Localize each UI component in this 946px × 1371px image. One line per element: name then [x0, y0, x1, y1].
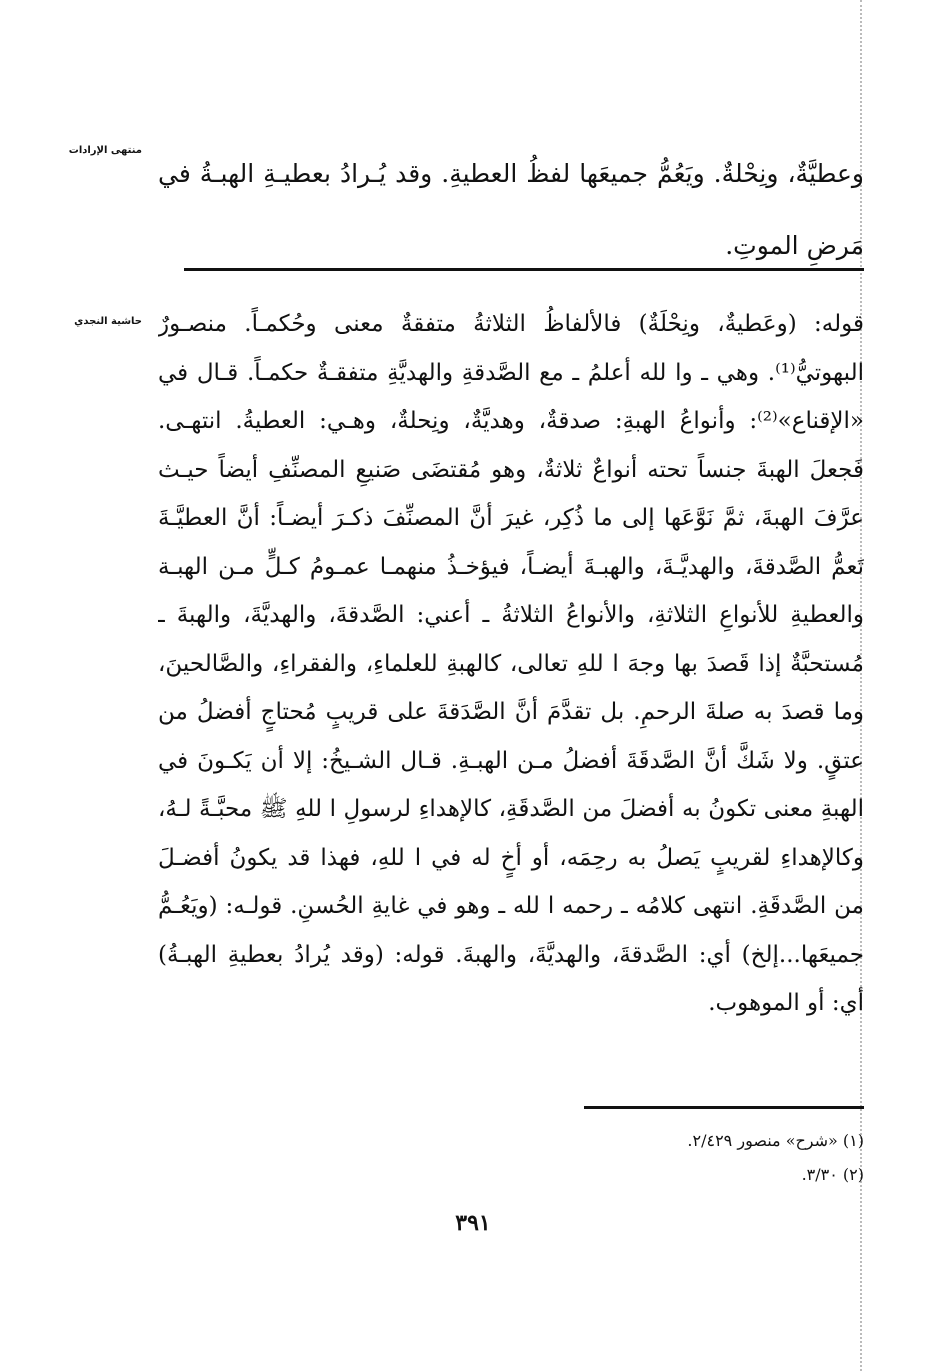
hashiya-line: فَجعلَ الهبةَ جنساً تحته أنواعٌ ثلاثةٌ، وهو مُقتضَى صَنيعِ المصنِّفِ أيضاً حيـث — [158, 456, 864, 483]
hashiya-line: تَعمُّ الصَّدقةَ، والهديَّـةَ، والهبـةَ أيضـاً، فيؤخـذُ منهمـا عمـومُ كـلٍّ مـن الهبـة — [158, 553, 864, 580]
hashiya-line: البهوتيُّ⁽¹⁾. وهي ـ وا لله أعلمُ ـ مع الصَّدقةِ والهديَّةِ متفقـةٌ حكمـاً. قـال في — [158, 359, 864, 386]
matn-line: وعطيَّةٌ، ونِحْلةٌ. ويَعُمُّ جميعَها لفظُ العطيةِ. وقد يُـرادُ بعطيـةِ الهبـةُ في — [158, 159, 864, 188]
footnote-divider — [584, 1106, 864, 1109]
hashiya-line: الهبةِ معنى تكونُ به أفضلَ من الصَّدقَةِ، كالإهداءِ لرسولِ ا للهِ ﷺ محبَّـةً لـهُ، — [158, 796, 864, 822]
hashiya-line: وما قصدَ به صلةَ الرحمِ. بل تقدَّمَ أنَّ الصَّدَقةَ على قريبٍ مُحتاجٍ أفضلُ من — [158, 699, 864, 725]
hashiya-source-label: حاشية النجدي — [74, 316, 142, 327]
matn-line: مَرضِ الموتِ. — [725, 231, 864, 260]
footnotes — [500, 1124, 864, 1192]
hashiya-line: وكالإهداءِ لقريبٍ يَصلُ به رحِمَه، أو أخٍ له في ا للهِ، فهذا قد يكونُ أفضـلَ — [158, 844, 864, 871]
hashiya-text — [158, 300, 864, 1028]
hashiya-line: قوله: (وعَطيةٌ، ونِحْلَةٌ) فالألفاظُ الثلاثةُ متفقةٌ معنى وحُكمـاً. منصـورٌ — [158, 311, 864, 337]
matn-source-label: منتهى الإرادات — [68, 145, 142, 156]
hashiya-line: مُستحبَّةٌ إذا قَصدَ بها وجهَ ا للهِ تعالى، كالهبةِ للعلماءِ، والفقراءِ، والصَّالحينَ، — [158, 650, 864, 677]
hashiya-line: من الصَّدقَةِ. انتهى كلامُه ـ رحمه ا لله ـ وهو في غايةِ الحُسنِ. قولـه: (ويَعُـمُّ — [158, 893, 864, 919]
footnote: (٢) ٣/٣٠. — [801, 1165, 864, 1184]
hashiya-line: والعطيةِ للأنواعِ الثلاثةِ، والأنواعُ الثلاثةُ ـ أعني: الصَّدقةَ، والهديَّةَ، والهبةَ ـ — [158, 602, 864, 628]
hashiya-line: جميعَها...إلخ) أي: الصَّدقةَ، والهديَّةَ، والهبةَ. قوله: (وقد يُرادُ بعطيةِ الهبـةُ) — [158, 941, 864, 968]
hashiya-line: عتقٍ. ولا شَكَّ أنَّ الصَّدقَةَ أفضلُ مـن الهبـةِ. قـال الشـيخُ: إلا أن يَكـونَ في — [158, 747, 864, 774]
section-divider — [184, 268, 864, 271]
footnote: (١) «شرح» منصور ٢/٤٢٩. — [687, 1131, 864, 1150]
hashiya-line: «الإقناع»⁽²⁾: وأنواعُ الهبةِ: صدقةٌ، وهديَّةٌ، ونِحلةٌ، وهـي: العطيةُ. انتهـى. — [158, 408, 864, 434]
page-number: ٣٩١ — [455, 1210, 491, 1236]
hashiya-line: أي: أو الموهوب. — [708, 990, 864, 1016]
hashiya-line: عرَّفَ الهبةَ، ثمَّ نَوَّعَها إلى ما ذُكِر، غيرَ أنَّ المصنِّفَ ذكـرَ أيضـاً: أنَّ العطيَّـةَ — [158, 505, 864, 531]
matn-text — [158, 138, 864, 282]
